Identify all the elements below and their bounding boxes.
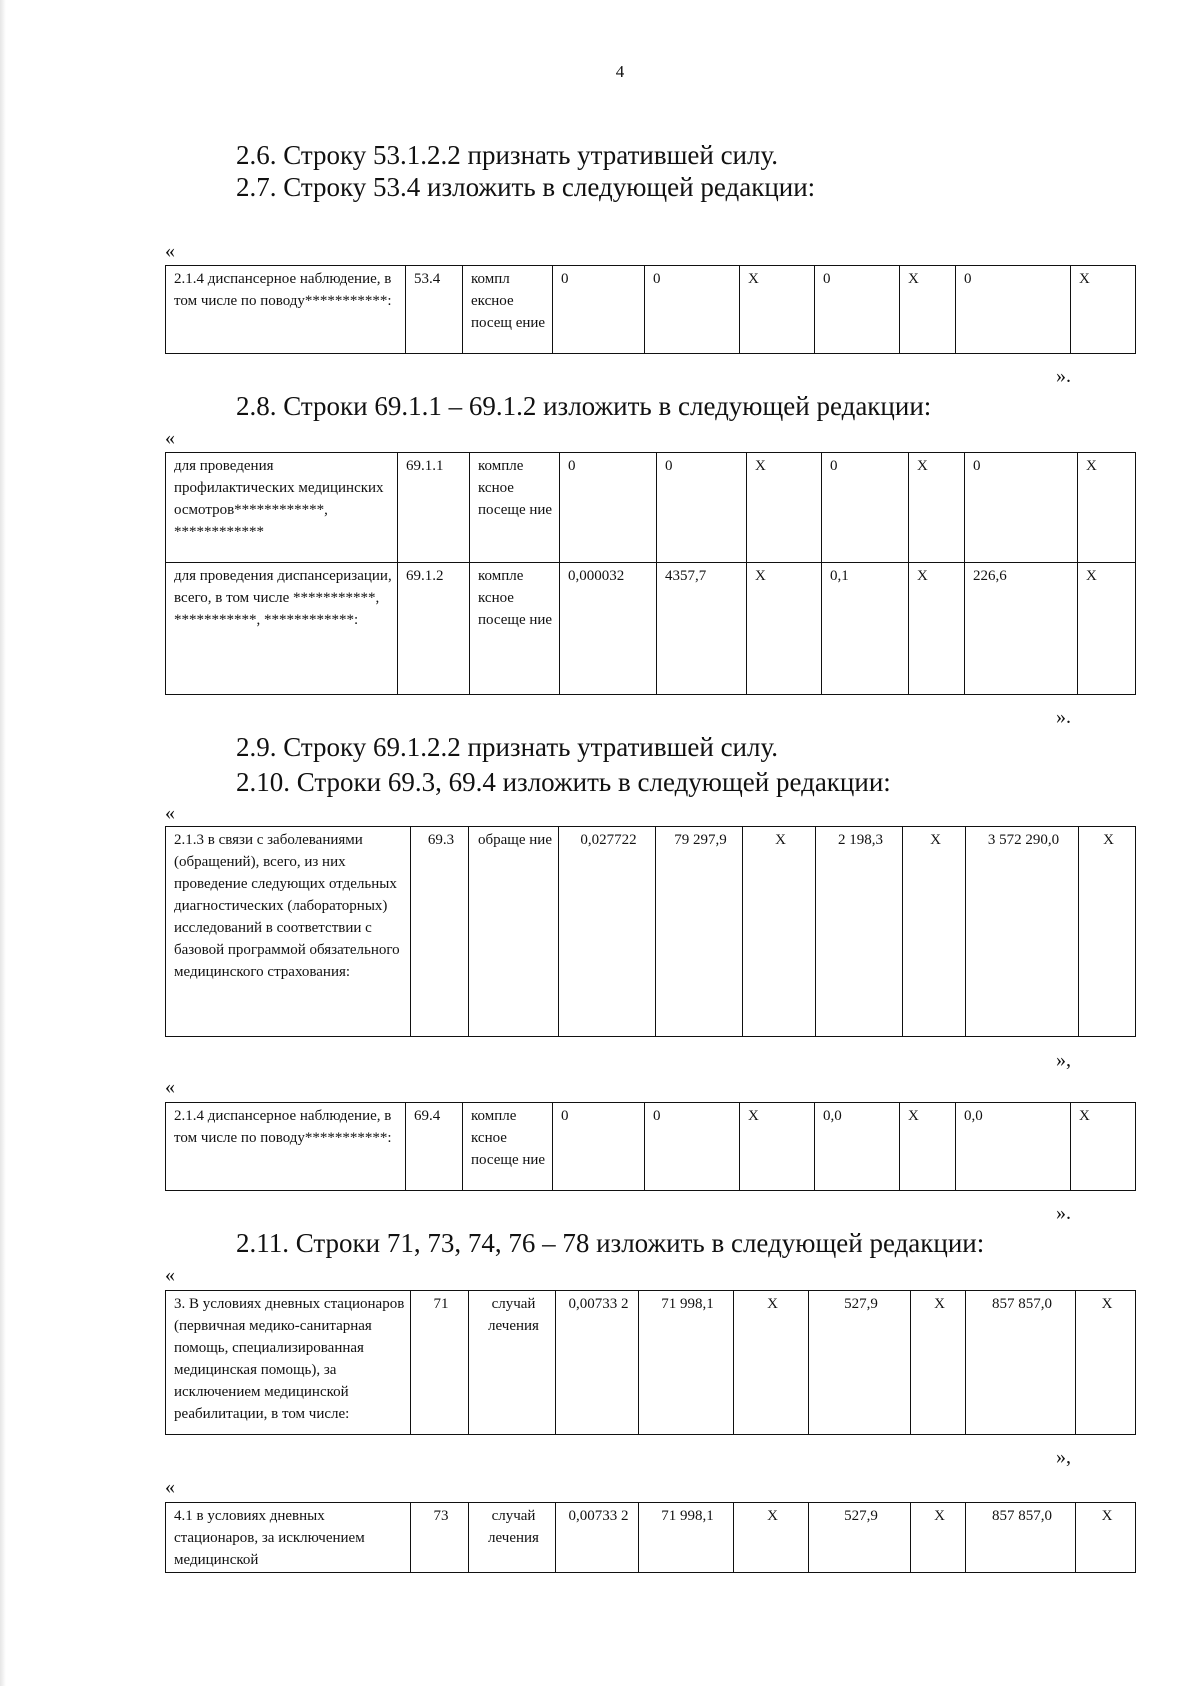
cell-unit: компле ксное посеще ние — [463, 1103, 553, 1191]
cell-value: 0 — [956, 266, 1071, 354]
cell-unit: компле ксное посеще ние — [470, 563, 560, 695]
table-row — [166, 1103, 1136, 1191]
heading-2-10: 2.10. Строки 69.3, 69.4 изложить в следующей редакции: — [236, 767, 891, 797]
heading-2-6: 2.6. Строку 53.1.2.2 признать утратившей силу. — [236, 140, 779, 170]
cell-value: 0 — [645, 1103, 740, 1191]
cell-unit: компл ексное посещ ение — [463, 266, 553, 354]
cell-code: 73 — [411, 1503, 469, 1573]
quote-close: ». — [1056, 706, 1071, 728]
heading-2-11: 2.11. Строки 71, 73, 74, 76 – 78 изложить в следующей редакции: — [236, 1228, 985, 1258]
table-row — [166, 453, 1136, 563]
cell-value: 0,1 — [822, 563, 909, 695]
cell-value: 0 — [560, 453, 657, 563]
cell-value: Х — [1071, 1103, 1136, 1191]
cell-name: 3. В условиях дневных стационаров (первичная медико-санитарная помощь, специализированная медицинская помощь), за исключением медицинской реабилитации, в том числе: — [166, 1291, 411, 1435]
heading-2-9: 2.9. Строку 69.1.2.2 признать утратившей силу. — [236, 732, 779, 762]
cell-value: 4357,7 — [657, 563, 747, 695]
quote-open: « — [165, 1076, 175, 1098]
cell-value: 2 198,3 — [816, 827, 903, 1037]
cell-name: для проведения профилактических медицинских осмотров************, ************ — [166, 453, 398, 563]
table-row — [166, 1291, 1136, 1435]
quote-open: « — [165, 1476, 175, 1498]
cell-value: 71 998,1 — [639, 1291, 734, 1435]
quote-close: », — [1056, 1446, 1071, 1468]
cell-unit: обраще ние — [469, 827, 559, 1037]
table-row — [166, 1503, 1136, 1573]
cell-value: Х — [1076, 1291, 1136, 1435]
cell-value: 527,9 — [809, 1503, 911, 1573]
cell-name: 2.1.4 диспансерное наблюдение, в том числе по поводу***********: — [166, 1103, 406, 1191]
cell-value: 527,9 — [809, 1291, 911, 1435]
cell-value: 3 572 290,0 — [966, 827, 1079, 1037]
cell-value: Х — [911, 1503, 966, 1573]
amendment-table-71 — [165, 1290, 1136, 1435]
scan-edge — [0, 0, 6, 1686]
quote-open: « — [165, 1264, 175, 1286]
cell-value: 0,0 — [815, 1103, 900, 1191]
cell-value: Х — [909, 563, 965, 695]
cell-value: Х — [1078, 453, 1136, 563]
cell-code: 53.4 — [406, 266, 463, 354]
amendment-table-69-1 — [165, 452, 1136, 695]
cell-value: Х — [747, 453, 822, 563]
cell-value: Х — [734, 1291, 809, 1435]
cell-value: 0 — [965, 453, 1078, 563]
cell-value: Х — [900, 1103, 956, 1191]
cell-value: 0,027722 — [559, 827, 656, 1037]
cell-value: 79 297,9 — [656, 827, 743, 1037]
cell-unit: компле ксное посеще ние — [470, 453, 560, 563]
table-row — [166, 827, 1136, 1037]
cell-value: Х — [743, 827, 816, 1037]
quote-open: « — [165, 240, 175, 262]
cell-value: 0 — [645, 266, 740, 354]
page-number: 4 — [615, 62, 625, 81]
cell-code: 69.3 — [411, 827, 469, 1037]
quote-open: « — [165, 802, 175, 824]
cell-value: Х — [1079, 827, 1136, 1037]
cell-value: 0 — [553, 1103, 645, 1191]
cell-value: Х — [911, 1291, 966, 1435]
cell-value: 71 998,1 — [639, 1503, 734, 1573]
cell-value: 857 857,0 — [966, 1503, 1076, 1573]
cell-value: 0,000032 — [560, 563, 657, 695]
cell-code: 69.1.2 — [398, 563, 470, 695]
cell-value: 0,0 — [956, 1103, 1071, 1191]
heading-2-7: 2.7. Строку 53.4 изложить в следующей редакции: — [236, 172, 816, 202]
quote-close: ». — [1056, 365, 1071, 387]
amendment-table-53-4 — [165, 265, 1136, 354]
cell-name: 4.1 в условиях дневных стационаров, за исключением медицинской — [166, 1503, 411, 1573]
cell-unit: случай лечения — [469, 1291, 556, 1435]
amendment-table-73 — [165, 1502, 1136, 1573]
heading-2-8: 2.8. Строки 69.1.1 – 69.1.2 изложить в следующей редакции: — [236, 391, 932, 421]
cell-name: 2.1.3 в связи с заболеваниями (обращений), всего, из них проведение следующих отдельных диагностических (лабораторных) исследований в соответствии с базовой программой обязательного медицинского страхования: — [166, 827, 411, 1037]
quote-close: ». — [1056, 1202, 1071, 1224]
cell-value: Х — [1078, 563, 1136, 695]
cell-value: Х — [740, 266, 815, 354]
cell-value: 0,00733 2 — [556, 1503, 639, 1573]
cell-value: Х — [909, 453, 965, 563]
cell-value: Х — [747, 563, 822, 695]
cell-value: 857 857,0 — [966, 1291, 1076, 1435]
cell-name: 2.1.4 диспансерное наблюдение, в том числе по поводу***********: — [166, 266, 406, 354]
cell-value: 0 — [553, 266, 645, 354]
cell-unit: случай лечения — [469, 1503, 556, 1573]
amendment-table-69-4 — [165, 1102, 1136, 1191]
cell-value: Х — [734, 1503, 809, 1573]
cell-value: Х — [1071, 266, 1136, 354]
quote-close: », — [1056, 1049, 1071, 1071]
cell-value: 0 — [815, 266, 900, 354]
cell-code: 69.1.1 — [398, 453, 470, 563]
table-row — [166, 266, 1136, 354]
cell-value: Х — [903, 827, 966, 1037]
cell-value: Х — [900, 266, 956, 354]
cell-value: 226,6 — [965, 563, 1078, 695]
cell-value: Х — [1076, 1503, 1136, 1573]
cell-code: 69.4 — [406, 1103, 463, 1191]
cell-name: для проведения диспансеризации, всего, в том числе ***********, ***********, ************: — [166, 563, 398, 695]
table-row — [166, 563, 1136, 695]
cell-value: 0 — [657, 453, 747, 563]
quote-open: « — [165, 427, 175, 449]
cell-code: 71 — [411, 1291, 469, 1435]
amendment-table-69-3 — [165, 826, 1136, 1037]
cell-value: 0 — [822, 453, 909, 563]
cell-value: 0,00733 2 — [556, 1291, 639, 1435]
cell-value: Х — [740, 1103, 815, 1191]
